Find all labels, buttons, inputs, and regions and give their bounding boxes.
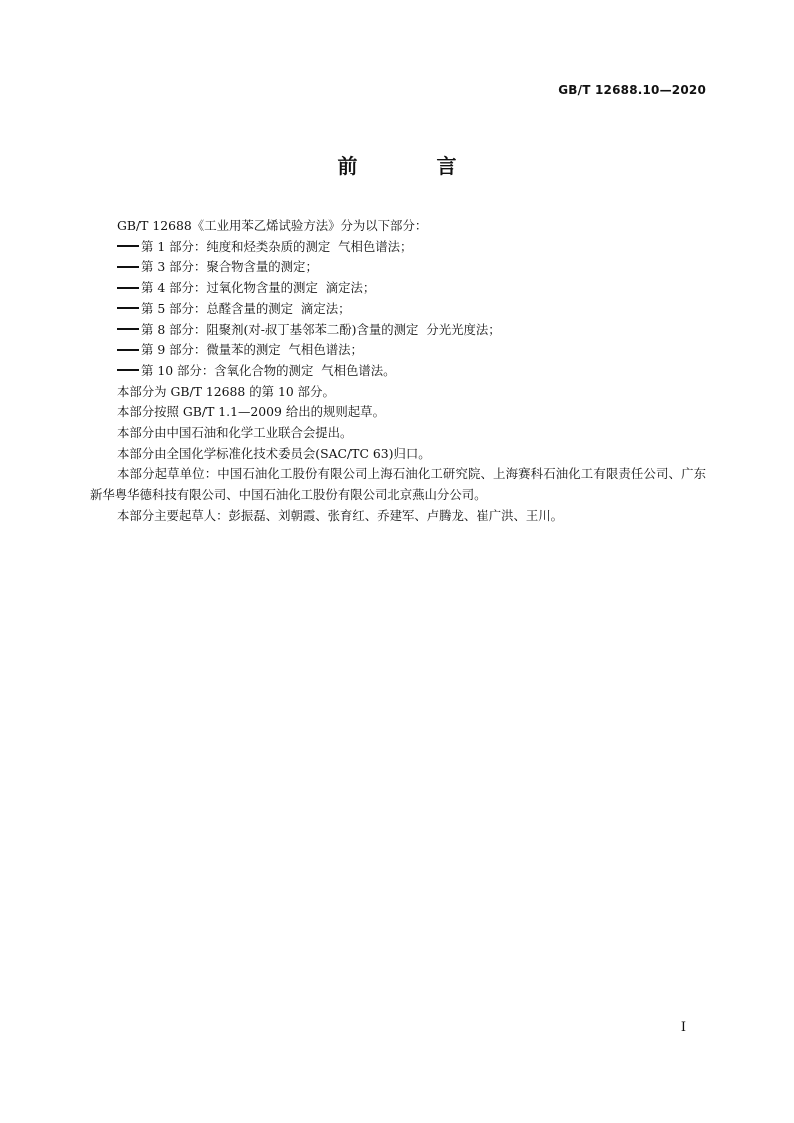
standard-code: GB/T 12688.10—2020 <box>558 83 706 97</box>
dash-mark <box>117 328 139 330</box>
list-item-text: 第 1 部分：纯度和烃类杂质的测定 气相色谱法； <box>141 238 413 254</box>
list-item <box>90 257 706 278</box>
list-item <box>90 299 706 320</box>
list-item-text: 第 9 部分：微量苯的测定 气相色谱法； <box>141 342 363 358</box>
drafters-statement: 本部分主要起草人：彭振磊、刘朝霞、张育红、乔建军、卢腾龙、崔广洪、王川。 <box>117 507 564 523</box>
list-item <box>90 361 706 382</box>
dash-mark <box>117 266 139 268</box>
intro-paragraph: GB/T 12688《工业用苯乙烯试验方法》分为以下部分： <box>117 218 428 233</box>
list-item-text: 第 3 部分：聚合物含量的测定； <box>141 259 318 275</box>
list-item-text: 第 5 部分：总醛含量的测定 滴定法； <box>141 300 351 316</box>
this-part-statement: 本部分为 GB/T 12688 的第 10 部分。 <box>117 383 335 399</box>
list-item <box>90 320 706 341</box>
foreword-body <box>90 216 706 527</box>
proposed-by-statement: 本部分由中国石油和化学工业联合会提出。 <box>117 425 353 441</box>
drafting-units-statement: 本部分起草单位：中国石油化工股份有限公司上海石油化工研究院、上海赛科石油化工有限责任公司、广东新华粤华德科技有限公司、中国石油化工股份有限公司北京燕山分公司。 <box>90 466 706 503</box>
drafting-rule-statement: 本部分按照 GB/T 1.1—2009 给出的规则起草。 <box>117 404 385 420</box>
dash-mark <box>117 349 139 351</box>
list-item <box>90 340 706 361</box>
list-item <box>90 237 706 258</box>
dash-mark <box>117 369 139 371</box>
list-item-text: 第 8 部分：阻聚剂(对-叔丁基邻苯二酚)含量的测定 分光光度法； <box>141 321 501 337</box>
dash-mark <box>117 287 139 289</box>
dash-mark <box>117 307 139 309</box>
managed-by-statement: 本部分由全国化学标准化技术委员会(SAC/TC 63)归口。 <box>117 445 431 461</box>
page-number: Ⅰ <box>680 1020 686 1035</box>
list-item-text: 第 4 部分：过氧化物含量的测定 滴定法； <box>141 280 376 296</box>
list-item <box>90 278 706 299</box>
list-item-text: 第 10 部分：含氧化合物的测定 气相色谱法。 <box>141 362 396 378</box>
dash-mark <box>117 245 139 247</box>
page-title: 前 言 <box>337 154 493 178</box>
